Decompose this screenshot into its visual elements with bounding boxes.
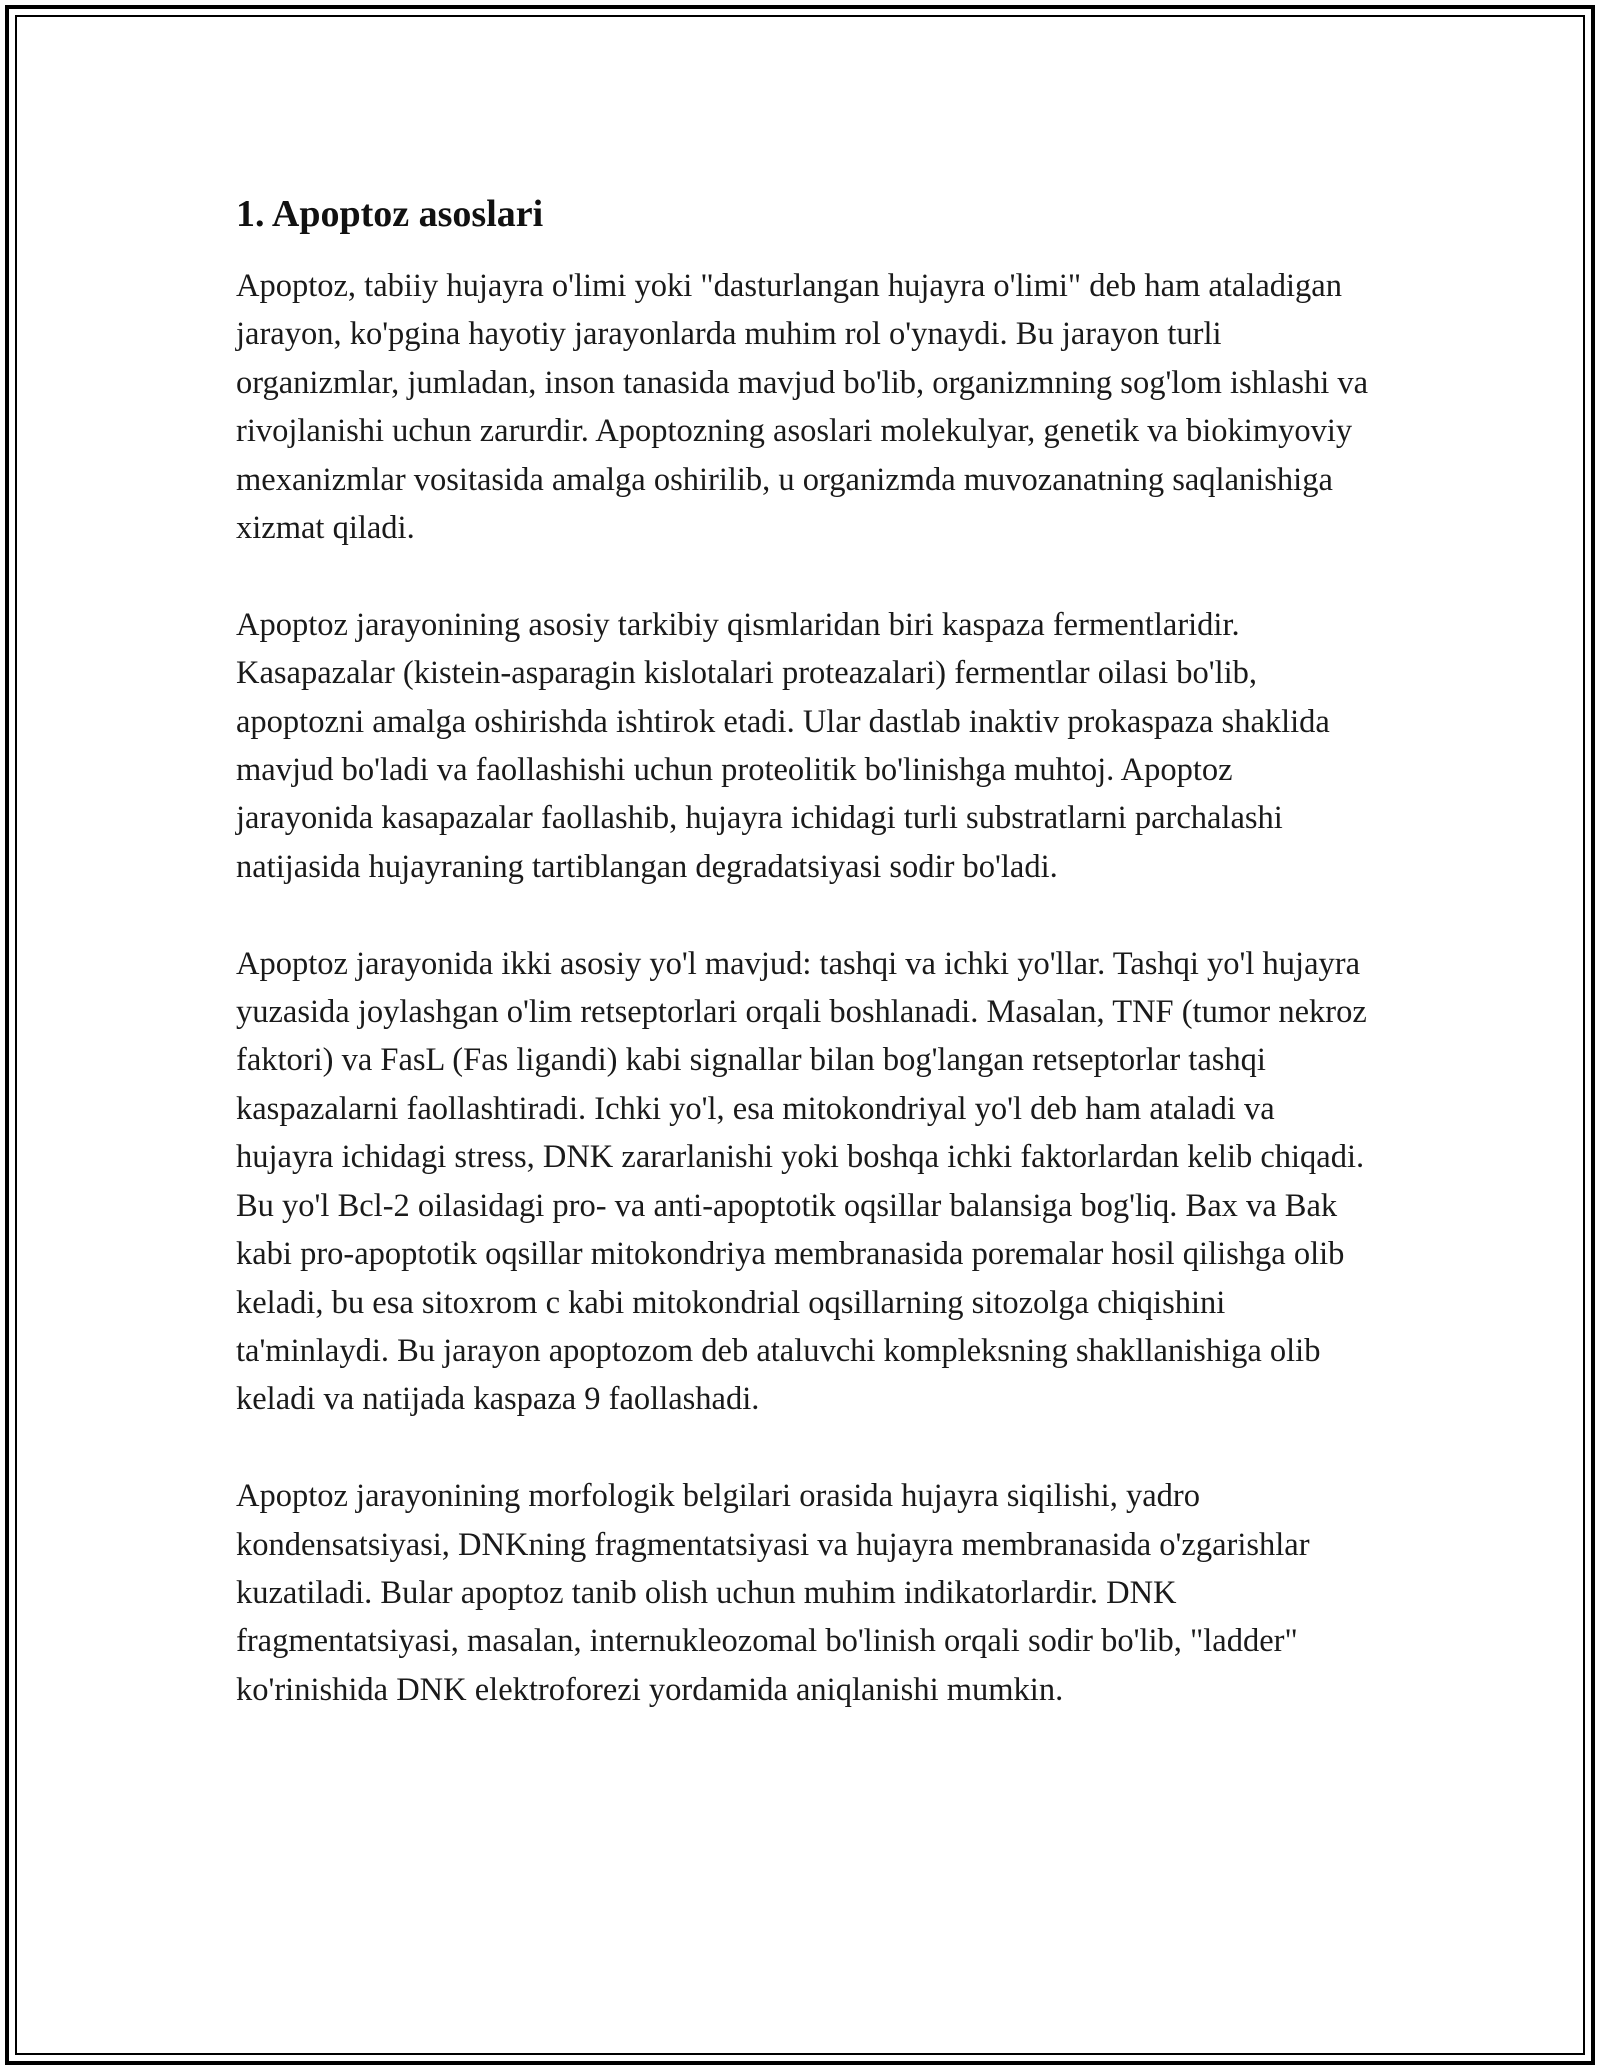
paragraph-apoptosis-basics: Apoptoz, tabiiy hujayra o'limi yoki "dasturlangan hujayra o'limi" deb ham ataladigan jarayon, ko'pgina hayotiy jarayonlarda muhim rol o'ynaydi. Bu jarayon turli organizmlar, jumladan, inson tanasida mavjud bo'lib, organizmning sog'lom ishlashi va rivojlanishi uchun zarurdir. Apoptozning asoslari molekulyar, genetik va biokimyoviy mexanizmlar vositasida amalga oshirilib, u organizmda muvozanatning saqlanishiga xizmat qiladi. <box>236 268 1369 547</box>
paragraph-apoptosis-pathways: Apoptoz jarayonida ikki asosiy yo'l mavjud: tashqi va ichki yo'llar. Tashqi yo'l hujayra yuzasida joylashgan o'lim retseptorlari orqali boshlanadi. Masalan, TNF (tumor nekroz faktori) va FasL (Fas ligandi) kabi signallar bilan bog'langan retseptorlar tashqi kaspazalarni faollashtiradi. Ichki yo'l, esa mitokondriyal yo'l deb ham ataladi va hujayra ichidagi stress, DNK zararlanishi yoki boshqa ichki faktorlardan kelib chiqadi. Bu yo'l Bcl-2 oilasidagi pro- va anti-apoptotik oqsillar balansiga bog'liq. Bax va Bak kabi pro-apoptotik oqsillar mitokondriya membranasida poremalar hosil qilishga olib keladi, bu esa sitoxrom c kabi mitokondrial oqsillarning sitozolga chiqishini ta'minlaydi. Bu jarayon apoptozom deb ataluvchi kompleksning shakllanishiga olib keladi va natijada kaspaza 9 faollashadi. <box>236 945 1367 1418</box>
document-body <box>236 186 1376 1714</box>
paragraph-morphological-signs: Apoptoz jarayonining morfologik belgilari orasida hujayra siqilishi, yadro kondensatsiyasi, DNKning fragmentatsiyasi va hujayra membranasida o'zgarishlar kuzatiladi. Bular apoptoz tanib olish uchun muhim indikatorlardir. DNK fragmentatsiyasi, masalan, internukleozomal bo'linish orqali sodir bo'lib, "ladder" ko'rinishida DNK elektroforezi yordamida aniqlanishi mumkin. <box>236 1478 1310 1708</box>
paragraph-caspase-enzymes: Apoptoz jarayonining asosiy tarkibiy qismlaridan biri kaspaza fermentlaridir. Kasapazalar (kistein-asparagin kislotalari proteazalari) fermentlar oilasi bo'lib, apoptozni amalga oshirishda ishtirok etadi. Ular dastlab inaktiv prokaspaza shaklida mavjud bo'ladi va faollashishi uchun proteolitik bo'linishga muhtoj. Apoptoz jarayonida kasapazalar faollashib, hujayra ichidagi turli substratlarni parchalashi natijasida hujayraning tartiblangan degradatsiyasi sodir bo'ladi. <box>236 606 1330 885</box>
section-heading: 1. Apoptoz asoslari <box>236 193 544 235</box>
